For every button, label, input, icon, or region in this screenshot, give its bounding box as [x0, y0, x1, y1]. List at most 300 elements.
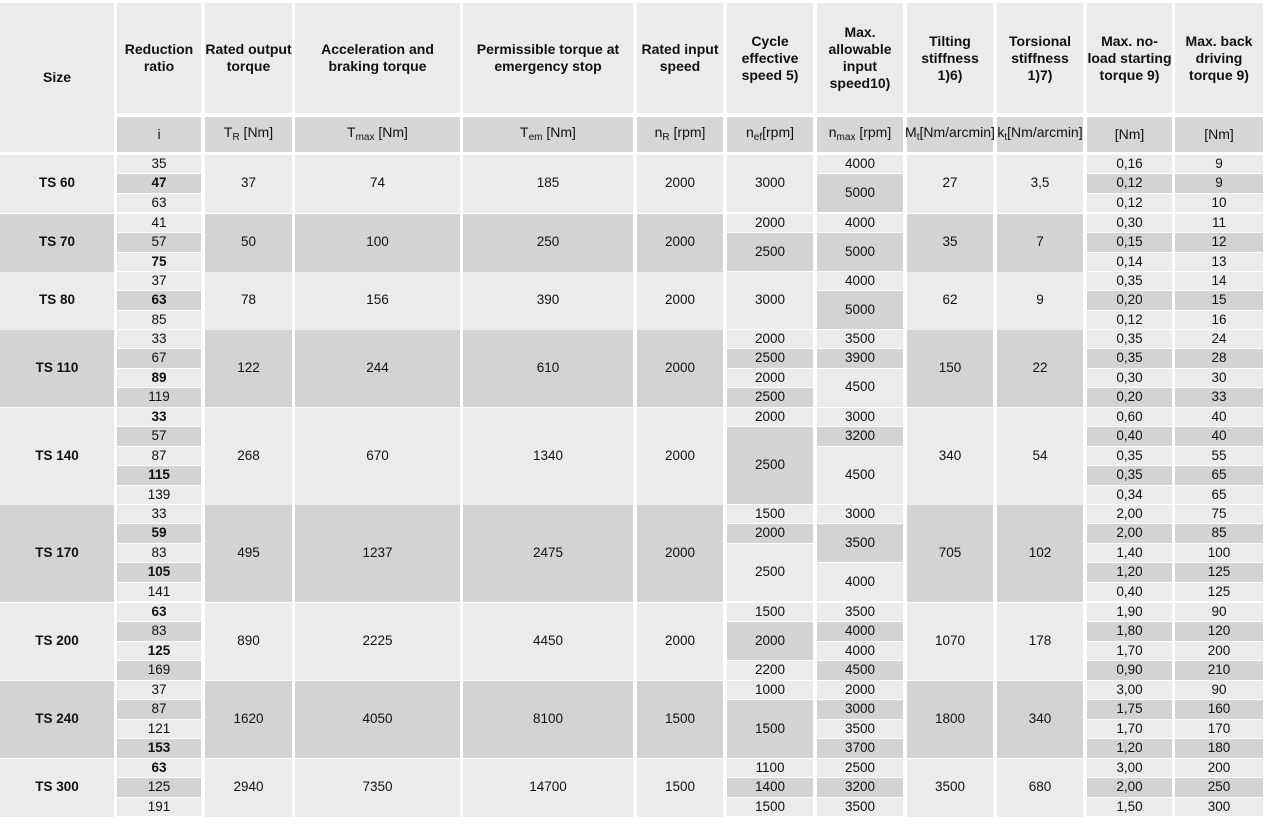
cell-noload — [1087, 583, 1172, 601]
cell-tem — [463, 681, 633, 758]
cell-kt — [997, 408, 1083, 505]
cell-kt — [997, 155, 1083, 213]
cell-back-text: 120 — [1207, 623, 1231, 639]
header-max-back-driving-torque-text: Max. back driving torque 9) — [1185, 32, 1253, 83]
ratio-cell-text: 191 — [147, 798, 171, 814]
cell-nmax-text: 3700 — [844, 740, 876, 756]
size-label-text: TS 140 — [35, 447, 79, 463]
cell-back-text: 300 — [1207, 798, 1231, 814]
header-rated-output-torque-text: Rated output torque — [205, 41, 292, 74]
cell-back — [1175, 466, 1263, 484]
cell-nmax-text: 3200 — [844, 779, 876, 795]
cell-noload-text: 1,20 — [1116, 740, 1143, 756]
cell-nr-text: 1500 — [664, 779, 696, 795]
cell-back-text: 210 — [1207, 662, 1231, 678]
unit-nr — [637, 117, 723, 152]
cell-back-text: 13 — [1211, 253, 1227, 269]
cell-noload — [1087, 661, 1172, 679]
header-torsional-stiffness — [997, 3, 1083, 113]
ratio-cell-text: 57 — [151, 428, 167, 444]
cell-noload-text: 0,30 — [1116, 369, 1143, 385]
cell-nef — [727, 388, 813, 406]
cell-noload-text: 1,90 — [1116, 603, 1143, 619]
cell-tem — [463, 603, 633, 680]
cell-back-text: 160 — [1207, 701, 1231, 717]
cell-noload — [1087, 214, 1172, 232]
cell-noload — [1087, 563, 1172, 581]
size-label-text: TS 240 — [35, 711, 79, 727]
cell-mt — [907, 408, 993, 505]
cell-nr — [637, 408, 723, 505]
cell-noload-text: 0,30 — [1116, 214, 1143, 230]
cell-back-text: 12 — [1211, 234, 1227, 250]
cell-nef-text: 2200 — [754, 662, 786, 678]
cell-nef-text: 3000 — [754, 292, 786, 308]
cell-back — [1175, 311, 1263, 329]
cell-noload — [1087, 778, 1172, 796]
cell-noload-text: 0,60 — [1116, 408, 1143, 424]
unit-part: [Nm] — [374, 124, 408, 141]
ratio-cell — [117, 194, 201, 212]
cell-back — [1175, 700, 1263, 718]
cell-tmax — [295, 155, 460, 213]
cell-nmax-text: 5000 — [844, 184, 876, 200]
header-cycle-effective-speed — [727, 3, 813, 113]
cell-mt — [907, 505, 993, 602]
cell-noload-text: 2,00 — [1116, 779, 1143, 795]
cell-nef-text: 2500 — [754, 243, 786, 259]
ratio-cell-text: 105 — [147, 564, 171, 580]
cell-kt-text: 680 — [1028, 779, 1052, 795]
cell-noload — [1087, 311, 1172, 329]
cell-nmax-text: 3000 — [844, 505, 876, 521]
cell-noload-text: 0,35 — [1116, 272, 1143, 288]
ratio-cell — [117, 603, 201, 621]
cell-nr — [637, 272, 723, 330]
cell-nef — [727, 369, 813, 387]
cell-nmax-text: 4000 — [844, 642, 876, 658]
cell-noload-text: 0,12 — [1116, 311, 1143, 327]
cell-back-text: 9 — [1215, 155, 1223, 171]
cell-back-text: 125 — [1207, 583, 1231, 599]
cell-nef — [727, 155, 813, 212]
cell-nmax — [817, 272, 903, 290]
ratio-cell — [117, 447, 201, 465]
cell-kt — [997, 603, 1083, 680]
unit-kt — [997, 117, 1083, 152]
cell-nr-text: 2000 — [664, 360, 696, 376]
cell-tr-text: 37 — [240, 175, 257, 191]
unit-part: R — [232, 132, 240, 144]
cell-tem-text: 14700 — [529, 779, 567, 795]
cell-noload — [1087, 155, 1172, 173]
cell-back-text: 250 — [1207, 779, 1231, 795]
ratio-cell — [117, 466, 201, 484]
unit-tr — [205, 117, 292, 152]
ratio-cell — [117, 272, 201, 290]
cell-back — [1175, 233, 1263, 251]
cell-tmax — [295, 272, 460, 330]
cell-back-text: 15 — [1211, 292, 1227, 308]
ratio-cell — [117, 427, 201, 445]
cell-back-text: 55 — [1211, 447, 1227, 463]
unit-part: max — [836, 132, 856, 144]
cell-noload — [1087, 681, 1172, 699]
cell-nef — [727, 622, 813, 660]
cell-back-text: 85 — [1211, 525, 1227, 541]
ratio-cell — [117, 622, 201, 640]
cell-tmax — [295, 330, 460, 407]
cell-nef — [727, 524, 813, 542]
ratio-cell-text: 125 — [147, 642, 171, 658]
cell-noload — [1087, 486, 1172, 504]
cell-nmax — [817, 798, 903, 816]
cell-noload-text: 0,40 — [1116, 583, 1143, 599]
ratio-cell — [117, 700, 201, 718]
cell-nr — [637, 330, 723, 407]
cell-nef — [727, 661, 813, 679]
cell-back-text: 170 — [1207, 720, 1231, 736]
ratio-cell — [117, 174, 201, 192]
ratio-cell-text: 85 — [151, 311, 167, 327]
cell-noload — [1087, 233, 1172, 251]
cell-mt — [907, 272, 993, 330]
cell-nr — [637, 759, 723, 817]
cell-tr — [205, 155, 292, 213]
size-label-text: TS 110 — [35, 360, 79, 376]
cell-tmax-text: 2225 — [362, 633, 393, 649]
unit-part: t — [1004, 132, 1008, 144]
unit-part: T — [520, 124, 529, 141]
cell-tem — [463, 155, 633, 213]
cell-back — [1175, 524, 1263, 542]
cell-noload — [1087, 603, 1172, 621]
ratio-cell — [117, 408, 201, 426]
cell-tmax — [295, 681, 460, 758]
cell-back — [1175, 272, 1263, 290]
size-label-text: TS 80 — [38, 292, 76, 308]
cell-noload-text: 3,00 — [1116, 759, 1143, 775]
cell-nmax-text: 5000 — [844, 301, 876, 317]
size-label — [0, 505, 114, 602]
cell-nef — [727, 603, 813, 621]
cell-back — [1175, 427, 1263, 445]
cell-back-text: 90 — [1211, 603, 1227, 619]
cell-nef — [727, 408, 813, 426]
cell-noload — [1087, 174, 1172, 192]
cell-tmax-text: 100 — [366, 234, 389, 250]
cell-nmax — [817, 505, 903, 523]
cell-nr — [637, 155, 723, 213]
unit-part: n — [745, 124, 754, 141]
cell-nmax — [817, 642, 903, 660]
cell-nmax — [817, 759, 903, 777]
cell-back — [1175, 369, 1263, 387]
cell-kt — [997, 759, 1083, 817]
cell-back — [1175, 583, 1263, 601]
unit-part: [rpm] — [669, 124, 706, 141]
cell-nef — [727, 330, 813, 348]
unit-tmax-text — [347, 124, 408, 145]
cell-nmax-text: 3000 — [844, 408, 876, 424]
cell-noload-text: 0,14 — [1116, 253, 1143, 269]
cell-nef — [727, 427, 813, 504]
ratio-cell-text: 75 — [151, 253, 167, 269]
ratio-cell-text: 67 — [151, 350, 167, 366]
cell-noload-text: 0,16 — [1116, 155, 1143, 171]
cell-nef — [727, 681, 813, 699]
cell-nmax — [817, 214, 903, 232]
size-label-text: TS 60 — [38, 175, 76, 191]
cell-mt — [907, 603, 993, 680]
cell-tmax-text: 244 — [366, 360, 389, 376]
cell-noload-text: 2,00 — [1116, 525, 1143, 541]
cell-nef-text: 2500 — [754, 564, 786, 580]
cell-noload-text: 1,75 — [1116, 701, 1143, 717]
cell-nmax — [817, 291, 903, 329]
unit-tem-text — [520, 124, 576, 145]
cell-noload — [1087, 720, 1172, 738]
cell-nmax-text: 4000 — [844, 272, 876, 288]
header-emergency-stop-torque-text: Permissible torque at emergency stop — [476, 41, 620, 74]
cell-back-text: 30 — [1211, 369, 1227, 385]
cell-tem-text: 2475 — [532, 544, 564, 560]
header-rated-input-speed — [637, 3, 723, 113]
ratio-cell-text: 83 — [151, 623, 167, 639]
cell-nmax — [817, 720, 903, 738]
cell-nmax-text: 5000 — [844, 243, 876, 259]
cell-nmax — [817, 739, 903, 757]
cell-back-text: 65 — [1211, 467, 1227, 483]
cell-back — [1175, 720, 1263, 738]
cell-noload-text: 0,90 — [1116, 662, 1143, 678]
ratio-cell-text: 37 — [151, 681, 167, 697]
unit-part: em — [528, 132, 543, 144]
cell-tr-text: 50 — [240, 234, 257, 250]
cell-back-text: 33 — [1211, 389, 1227, 405]
cell-noload — [1087, 408, 1172, 426]
unit-nm2 — [1175, 117, 1263, 152]
cell-kt-text: 22 — [1032, 360, 1048, 376]
ratio-cell — [117, 486, 201, 504]
size-label-text: TS 70 — [38, 234, 76, 250]
cell-nef-text: 2000 — [754, 408, 786, 424]
cell-back — [1175, 778, 1263, 796]
header-torsional-stiffness-text: Torsional stiffness 1)7) — [1009, 32, 1071, 83]
cell-nef-text: 1500 — [754, 798, 786, 814]
cell-nmax-text: 4500 — [844, 467, 876, 483]
cell-noload-text: 0,12 — [1116, 194, 1143, 210]
cell-kt — [997, 330, 1083, 407]
cell-nef — [727, 544, 813, 601]
cell-nmax — [817, 700, 903, 718]
cell-back — [1175, 388, 1263, 406]
cell-tmax-text: 670 — [366, 447, 389, 463]
cell-kt — [997, 272, 1083, 330]
cell-nr — [637, 505, 723, 602]
size-label-text: TS 200 — [35, 633, 79, 649]
cell-nef — [727, 759, 813, 777]
cell-nmax — [817, 174, 903, 212]
ratio-cell — [117, 311, 201, 329]
cell-tr — [205, 408, 292, 505]
ratio-cell — [117, 155, 201, 173]
cell-back — [1175, 622, 1263, 640]
cell-noload-text: 0,35 — [1116, 467, 1143, 483]
ratio-cell-text: 41 — [151, 214, 167, 230]
cell-nmax-text: 4000 — [844, 155, 876, 171]
unit-nef — [727, 117, 813, 152]
cell-kt-text: 178 — [1028, 633, 1052, 649]
cell-kt — [997, 214, 1083, 272]
cell-back-text: 90 — [1211, 681, 1227, 697]
cell-tmax — [295, 214, 460, 272]
cell-nr-text: 2000 — [664, 447, 696, 463]
unit-nr-text — [655, 124, 706, 145]
cell-nmax-text: 4000 — [844, 214, 876, 230]
cell-noload-text: 1,40 — [1116, 544, 1143, 560]
cell-back-text: 28 — [1211, 350, 1227, 366]
ratio-cell — [117, 739, 201, 757]
cell-tr — [205, 759, 292, 817]
unit-part: [rpm] — [855, 124, 892, 141]
cell-tr-text: 495 — [237, 544, 260, 560]
unit-kt-text — [997, 124, 1082, 145]
cell-mt-text: 3500 — [934, 779, 966, 795]
ratio-cell — [117, 661, 201, 679]
cell-tr-text: 268 — [237, 447, 260, 463]
cell-tem-text: 185 — [536, 175, 560, 191]
cell-tr — [205, 681, 292, 758]
cell-noload — [1087, 466, 1172, 484]
unit-part: n — [828, 124, 837, 141]
cell-mt-text: 340 — [938, 447, 962, 463]
cell-noload-text: 1,70 — [1116, 642, 1143, 658]
cell-nmax-text: 4500 — [844, 662, 876, 678]
ratio-cell — [117, 505, 201, 523]
cell-tem — [463, 272, 633, 330]
header-max-allowable-input-speed — [817, 3, 903, 113]
cell-nef-text: 2000 — [754, 369, 786, 385]
size-label-text: TS 300 — [35, 779, 79, 795]
cell-back — [1175, 155, 1263, 173]
unit-part: T — [347, 124, 356, 141]
unit-tmax — [295, 117, 460, 152]
cell-back-text: 40 — [1211, 428, 1227, 444]
cell-tr-text: 2940 — [233, 779, 264, 795]
ratio-cell-text: 35 — [151, 155, 167, 171]
cell-back-text: 9 — [1215, 175, 1223, 191]
cell-nr — [637, 214, 723, 272]
cell-tr-text: 1620 — [233, 711, 264, 727]
unit-nm2-text: [Nm] — [1204, 125, 1234, 142]
cell-noload-text: 0,35 — [1116, 447, 1143, 463]
unit-part: [Nm] — [239, 124, 274, 141]
size-label — [0, 408, 114, 505]
unit-tr-text — [224, 124, 273, 145]
unit-part: n — [654, 124, 663, 141]
cell-nmax — [817, 233, 903, 271]
cell-nef-text: 2000 — [754, 632, 786, 648]
cell-noload-text: 1,80 — [1116, 623, 1143, 639]
cell-noload — [1087, 739, 1172, 757]
ratio-cell-text: 141 — [147, 583, 171, 599]
cell-nmax-text: 3500 — [844, 720, 876, 736]
cell-nmax — [817, 778, 903, 796]
cell-noload-text: 1,70 — [1116, 720, 1143, 736]
cell-noload-text: 1,50 — [1116, 798, 1143, 814]
cell-nmax — [817, 563, 903, 601]
cell-nr-text: 2000 — [664, 292, 696, 308]
header-max-no-load-starting-torque-text: Max. no-load starting torque 9) — [1087, 32, 1172, 83]
cell-tem-text: 1340 — [532, 447, 564, 463]
unit-part: max — [355, 132, 375, 144]
header-rated-input-speed-text: Rated input speed — [641, 41, 719, 74]
ratio-cell-text: 47 — [151, 175, 167, 191]
cell-back-text: 100 — [1207, 544, 1231, 560]
cell-back-text: 16 — [1211, 311, 1227, 327]
unit-nm1-text: [Nm] — [1114, 125, 1145, 142]
ratio-cell — [117, 388, 201, 406]
cell-mt — [907, 681, 993, 758]
cell-noload — [1087, 505, 1172, 523]
cell-back — [1175, 681, 1263, 699]
cell-nmax-text: 2000 — [844, 681, 876, 697]
cell-mt — [907, 330, 993, 407]
cell-tem — [463, 759, 633, 817]
cell-back — [1175, 798, 1263, 816]
cell-noload — [1087, 349, 1172, 367]
cell-noload — [1087, 291, 1172, 309]
size-label — [0, 759, 114, 817]
cell-noload — [1087, 253, 1172, 271]
cell-nmax-text: 4000 — [844, 623, 876, 639]
cell-back — [1175, 194, 1263, 212]
cell-nr — [637, 681, 723, 758]
cell-nef-text: 2500 — [754, 350, 786, 366]
unit-part: R — [662, 132, 670, 144]
header-max-back-driving-torque — [1175, 3, 1263, 113]
cell-tr-text: 78 — [240, 292, 257, 308]
cell-nmax-text: 3500 — [844, 798, 876, 814]
header-size — [0, 3, 114, 152]
ratio-cell — [117, 369, 201, 387]
unit-nmax-text — [829, 124, 891, 145]
header-rated-output-torque — [205, 3, 292, 113]
header-reduction-ratio-text: Reduction ratio — [124, 41, 194, 74]
cell-noload — [1087, 330, 1172, 348]
cell-nmax-text: 3900 — [844, 350, 876, 366]
cell-nmax-text: 3000 — [844, 701, 876, 717]
cell-nr-text: 2000 — [664, 234, 696, 250]
unit-i-text: i — [157, 125, 161, 142]
unit-part: ef — [753, 132, 763, 144]
cell-nef — [727, 272, 813, 329]
cell-back — [1175, 174, 1263, 192]
cell-tmax-text: 74 — [369, 175, 386, 191]
cell-tem-text: 390 — [536, 292, 560, 308]
cell-mt-text: 1800 — [934, 711, 966, 727]
cell-noload-text: 0,40 — [1116, 428, 1143, 444]
ratio-cell-text: 115 — [148, 467, 170, 483]
cell-back-text: 65 — [1211, 486, 1227, 502]
header-tilting-stiffness-text: Tilting stiffness 1)6) — [921, 32, 979, 83]
cell-back — [1175, 739, 1263, 757]
cell-nef-text: 1000 — [754, 681, 786, 697]
cell-noload-text: 2,00 — [1116, 505, 1143, 521]
cell-nmax-text: 4500 — [844, 379, 876, 395]
cell-back-text: 200 — [1207, 759, 1231, 775]
